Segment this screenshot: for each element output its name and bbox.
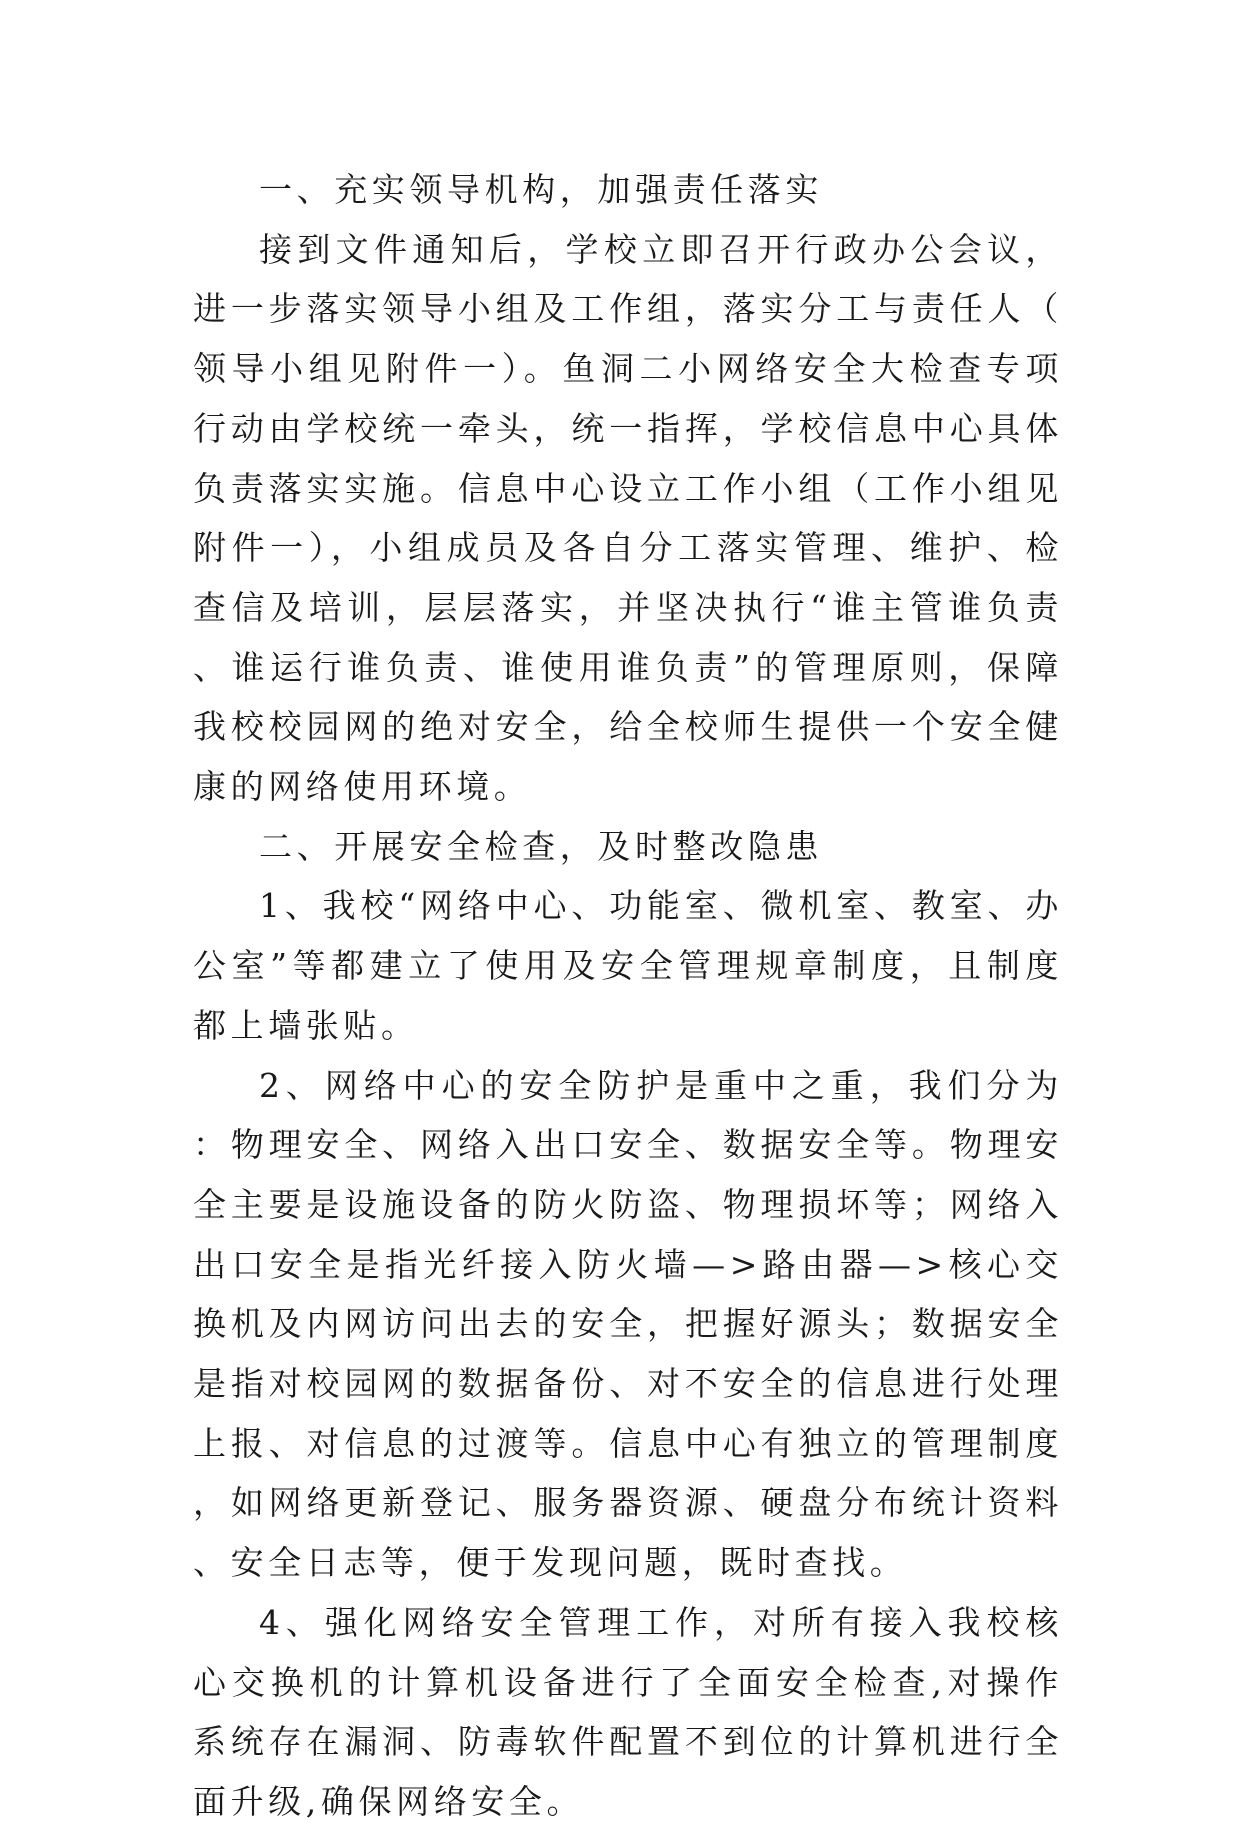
paragraph-leadership: 接到文件通知后，学校立即召开行政办公会议，进一步落实领导小组及工作组，落实分工与责任人（领导小组见附件一）。鱼洞二小网络安全大检查专项行动由学校统一牵头，统一指挥，学校信息中心具体负责落实实施。信息中心设立工作小组（工作小组见附件一），小组成员及各自分工落实管理、维护、检查信及培训，层层落实，并坚决执行“谁主管谁负责、谁运行谁负责、谁使用谁负责”的管理原则，保障我校校园网的绝对安全，给全校师生提供一个安全健康的网络使用环境。: [193, 229, 1063, 807]
document-body: [193, 160, 1063, 1832]
section-heading-2: 二、开展安全检查，及时整改隐患: [259, 826, 823, 866]
paragraph-item-2: 2、网络中心的安全防护是重中之重，我们分为：物理安全、网络入出口安全、数据安全等。物理安全主要是设施设备的防火防盗、物理损坏等；网络入出口安全是指光纤接入防火墙—>路由器—>核心交换机及内网访问出去的安全，把握好源头；数据安全是指对校园网的数据备份、对不安全的信息进行处理上报、对信息的过渡等。信息中心有独立的管理制度，如网络更新登记、服务器资源、硬盘分布统计资料、安全日志等，便于发现问题，既时查找。: [193, 1065, 1063, 1583]
paragraph-item-4: 4、强化网络安全管理工作，对所有接入我校核心交换机的计算机设备进行了全面安全检查,对操作系统存在漏洞、防毒软件配置不到位的计算机进行全面升级,确保网络安全。: [193, 1602, 1063, 1821]
paragraph-item-1: 1、我校“网络中心、功能室、微机室、教室、办公室”等都建立了使用及安全管理规章制度，且制度都上墙张贴。: [193, 886, 1063, 1045]
section-heading-1: 一、充实领导机构，加强责任落实: [259, 170, 823, 209]
